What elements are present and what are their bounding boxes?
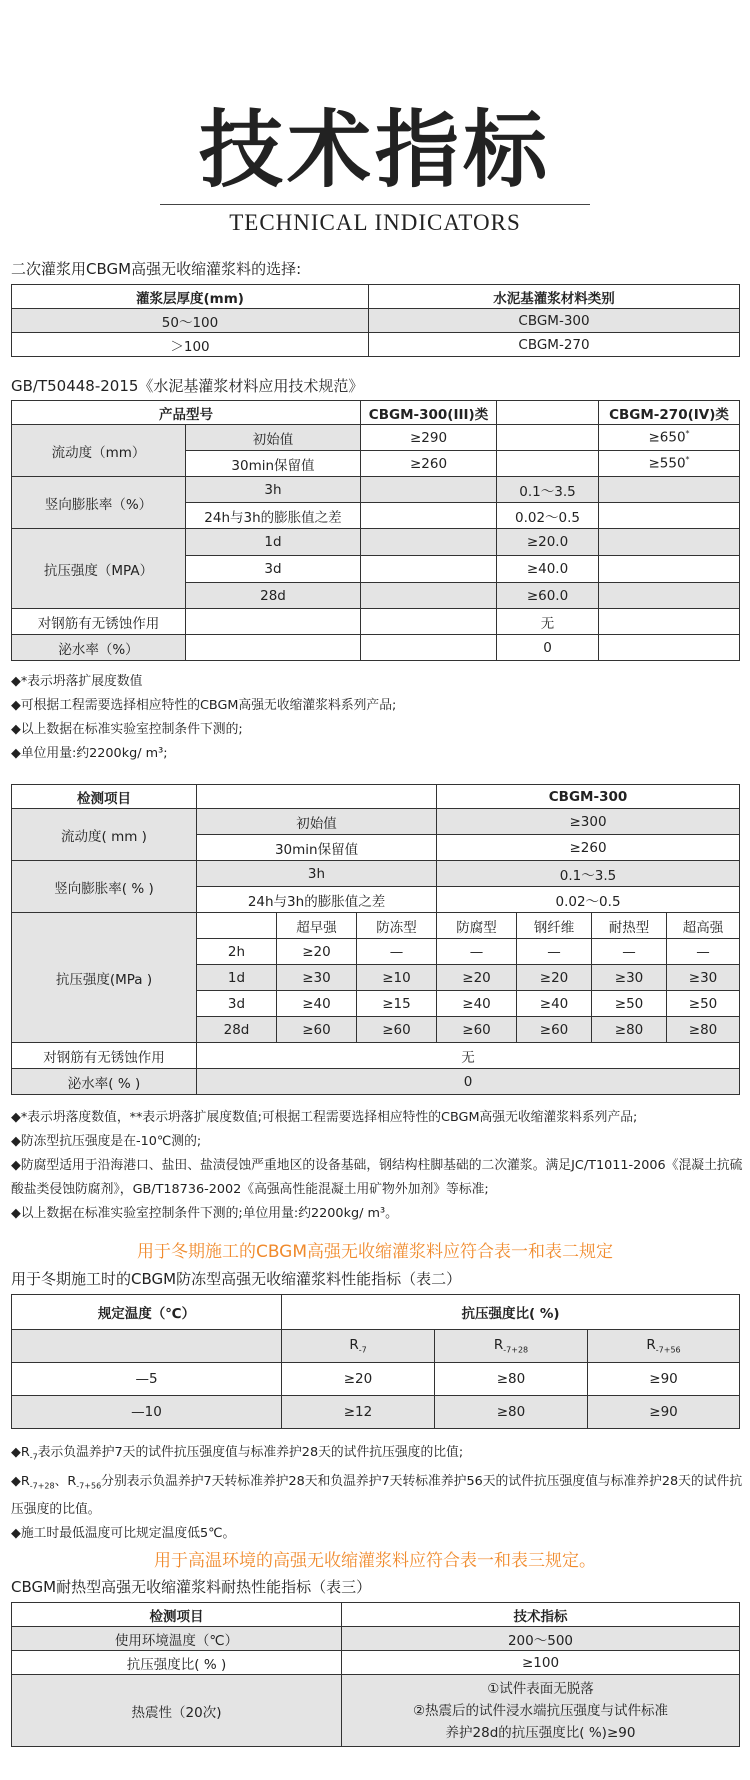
table-cell: ≥80 [667,1017,740,1043]
footnote-mark: * [685,455,690,465]
header-cell: 技术指标 [342,1603,740,1627]
table-row [12,1069,740,1095]
table-cell: ≥50 [667,991,740,1017]
type-header: 防腐型 [437,913,517,939]
table-cell: ≥40 [277,991,357,1017]
table-cell: ≥10 [357,965,437,991]
table-cell [342,1675,740,1747]
table-cell: ≥260 [361,451,497,477]
spec-line: ①试件表面无脱落 [487,1680,594,1697]
table-row [12,1043,740,1069]
table-cell: 28d [197,1017,277,1043]
row-label: 抗压强度（MPA） [12,529,186,609]
table-cell [361,635,497,661]
row-label: 对钢筋有无锈蚀作用 [12,1043,197,1069]
note-text: 分别表示负温养护7天转标准养护28天和负温养护7天转标准养护56天的试件抗压强度值与标准养护28天的试件抗压强度的比值。 [11,1473,743,1518]
standard-table [11,400,740,661]
section3-notes [11,1106,743,1226]
row-label: 泌水率（%） [12,635,186,661]
table-row [12,529,740,556]
table-cell [197,785,437,809]
winter-heading: 用于冬期施工的CBGM高强无收缩灌浆料应符合表一和表二规定 [136,1242,614,1262]
table-cell: 抗压强度比( % ) [12,1651,342,1675]
table-cell: ≥20 [437,965,517,991]
type-header: 超高强 [667,913,740,939]
table-cell: ≥60 [277,1017,357,1043]
note-line: ◆以上数据在标准实验室控制条件下测的; [11,722,243,737]
r-subscript: -7+28 [503,1345,529,1355]
table-cell: ≥40.0 [497,556,599,583]
table-cell: 50～100 [12,309,369,333]
table-cell [599,556,740,583]
table-cell: ≥12 [282,1396,435,1429]
header-cell: CBGM-300(III)类 [361,401,497,425]
table-row [12,913,740,939]
header-cell: 水泥基灌浆材料类别 [369,285,740,309]
table-cell: ≥90 [588,1396,740,1429]
table-row [12,609,740,635]
table-cell [497,401,599,425]
winter-table [11,1294,740,1429]
table-cell: 1d [197,965,277,991]
section4-caption: 用于冬期施工时的CBGM防冻型高强无收缩灌浆料性能指标（表二） [11,1270,462,1288]
table-cell [599,583,740,609]
table-cell: — [357,939,437,965]
table-cell: 24h与3h的膨胀值之差 [197,887,437,913]
header-cell: CBGM-300 [437,785,740,809]
table-cell: 使用环境温度（℃） [12,1627,342,1651]
table-cell [361,503,497,529]
table-cell [497,451,599,477]
table-cell: 初始值 [186,425,361,451]
note-line [11,1441,743,1470]
table-cell: ≥30 [667,965,740,991]
table-row [12,1396,740,1429]
type-header: 耐热型 [592,913,667,939]
table-cell: CBGM-270 [369,333,740,357]
header-cell: 规定温度（℃） [12,1295,282,1330]
section5-caption: CBGM耐热型高强无收缩灌浆料耐热性能指标（表三） [11,1578,372,1596]
type-header: 超早强 [277,913,357,939]
table-cell [361,609,497,635]
table-cell: ≥20.0 [497,529,599,556]
table-row [12,285,740,309]
table-row [12,635,740,661]
table-cell [599,451,740,477]
table-cell: 1d [186,529,361,556]
note-line: ◆可根据工程需要选择相应特性的CBGM高强无收缩灌浆料系列产品; [11,698,397,713]
heat-heading: 用于高温环境的高强无收缩灌浆料应符合表一和表三规定。 [154,1551,596,1571]
section4-notes [11,1441,743,1546]
table-cell: 无 [497,609,599,635]
table-cell: 无 [197,1043,740,1069]
table-cell: 0.02～0.5 [497,503,599,529]
table-cell [599,425,740,451]
table-cell: 初始值 [197,809,437,835]
table-cell: 0 [197,1069,740,1095]
page-title: 技术指标 [198,101,551,199]
table-cell: 热震性（20次) [12,1675,342,1747]
table-cell: —5 [12,1363,282,1396]
r-symbol: R [646,1337,656,1354]
table-cell: 2h [197,939,277,965]
r-symbol: R [493,1337,504,1354]
note-text: 、R [54,1473,77,1489]
table-cell [197,913,277,939]
footnote-mark: * [685,429,690,439]
section2-caption: GB/T50448-2015《水泥基灌浆材料应用技术规范》 [11,377,364,395]
table-cell: ≥60.0 [497,583,599,609]
table-cell: 0.1～3.5 [497,477,599,503]
row-label: 竖向膨胀率( % ) [12,861,197,913]
table-row [12,1627,740,1651]
table-cell [361,477,497,503]
note-text: 表示负温养护7天的试件抗压强度值与标准养护28天的试件抗压强度的比值; [37,1445,464,1460]
table-cell: ≥30 [277,965,357,991]
table-cell: ≥40 [517,991,592,1017]
note-line: ◆以上数据在标准实验室控制条件下测的;单位用量:约2200kg/ m³。 [11,1206,398,1221]
table-cell [361,529,497,556]
table-cell [186,635,361,661]
row-label: 流动度( mm ) [12,809,197,861]
table-cell: 200～500 [342,1627,740,1651]
table-row [12,425,740,451]
table-cell: 3h [186,477,361,503]
table-cell: — [517,939,592,965]
table-cell [12,1330,282,1363]
note-line: ◆*表示坍落扩展度数值 [11,674,143,689]
table-cell: 28d [186,583,361,609]
row-label: 泌水率( % ) [12,1069,197,1095]
table-row [12,861,740,887]
table-cell: ≥60 [437,1017,517,1043]
table-cell [497,425,599,451]
table-cell [588,1330,740,1363]
note-text: ◆R [11,1473,30,1489]
table-cell: ≥20 [282,1363,435,1396]
spec-line: ②热震后的试件浸水端抗压强度与试件标准 [412,1702,669,1719]
table-cell: ≥20 [277,939,357,965]
table-cell: 30min保留值 [197,835,437,861]
table-cell [435,1330,588,1363]
table-row [12,309,740,333]
table-cell: 3h [197,861,437,887]
table-cell: 0.1～3.5 [437,861,740,887]
table-cell: 0 [497,635,599,661]
table-cell [599,609,740,635]
table-cell: 24h与3h的膨胀值之差 [186,503,361,529]
header-cell: 灌浆层厚度(mm) [12,285,369,309]
table-row [12,1363,740,1396]
table-cell: ＞100 [12,333,369,357]
table-cell: ≥30 [592,965,667,991]
note-line: ◆防冻型抗压强度是在-10℃测的; [11,1134,202,1149]
product-table [11,784,740,1095]
title-divider [160,204,590,205]
row-label: 竖向膨胀率（%） [12,477,186,529]
table-cell: ≥80 [435,1363,588,1396]
table-cell [599,635,740,661]
table-cell: 3d [197,991,277,1017]
table-cell: ≥60 [517,1017,592,1043]
table-cell [361,583,497,609]
note-line [11,1470,743,1523]
r-symbol: R [349,1337,359,1354]
page-subtitle: TECHNICAL INDICATORS [229,210,521,235]
row-label: 对钢筋有无锈蚀作用 [12,609,186,635]
row-label: 抗压强度(MPa ) [12,913,197,1043]
note-line: ◆单位用量:约2200kg/ m³; [11,746,168,761]
table-cell [282,1330,435,1363]
header-cell: 检测项目 [12,785,197,809]
table-cell: 0.02～0.5 [437,887,740,913]
table-cell: ≥20 [517,965,592,991]
table-cell: ≥90 [588,1363,740,1396]
table-cell [599,477,740,503]
table-cell: ≥290 [361,425,497,451]
note-line: ◆防腐型适用于沿海港口、盐田、盐渍侵蚀严重地区的设备基础，钢结构柱脚基础的二次灌浆。满足JC/T1011-2006《混凝土抗硫酸盐类侵蚀防腐剂》，GB/T18736-2002《高强高性能混凝土用矿物外加剂》等标准; [11,1158,743,1197]
table-row [12,1651,740,1675]
table-cell: ≥15 [357,991,437,1017]
table-cell [599,529,740,556]
table-row [12,785,740,809]
table-cell: ≥80 [435,1396,588,1429]
table-cell: 30min保留值 [186,451,361,477]
type-header: 防冻型 [357,913,437,939]
note-subscript: -7+28 [29,1481,55,1491]
table-cell: — [667,939,740,965]
section1-caption: 二次灌浆用CBGM高强无收缩灌浆料的选择: [11,260,302,278]
table-cell: — [437,939,517,965]
table-cell: ≥40 [437,991,517,1017]
header-cell: 产品型号 [12,401,361,425]
note-subscript: -7 [29,1452,38,1462]
table-cell: ≥260 [437,835,740,861]
table-row [12,1603,740,1627]
table-cell: 3d [186,556,361,583]
r-subscript: -7+56 [655,1345,681,1355]
table-cell: ≥50 [592,991,667,1017]
table-row [12,1330,740,1363]
type-header: 钢纤维 [517,913,592,939]
header-cell: CBGM-270(IV)类 [599,401,740,425]
table-row [12,1675,740,1747]
table-row [12,477,740,503]
table-cell [361,556,497,583]
table-cell: —10 [12,1396,282,1429]
table-row [12,333,740,357]
row-label: 流动度（mm） [12,425,186,477]
heat-table [11,1602,740,1747]
table-cell: — [592,939,667,965]
value-text: ≥650 [648,429,686,446]
table-cell: ≥100 [342,1651,740,1675]
table-row [12,1295,740,1330]
spec-line: 养护28d的抗压强度比( %)≥90 [445,1724,636,1741]
table-row [12,809,740,835]
header-cell: 检测项目 [12,1603,342,1627]
table-cell [599,503,740,529]
value-text: ≥550 [648,455,686,472]
table-cell [186,609,361,635]
r-subscript: -7 [358,1345,367,1355]
note-line: ◆施工时最低温度可比规定温度低5℃。 [11,1526,236,1542]
table-cell: ≥60 [357,1017,437,1043]
header-cell: 抗压强度比( %) [282,1295,740,1330]
note-subscript: -7+56 [76,1481,102,1491]
table-cell: ≥300 [437,809,740,835]
section2-notes [11,670,743,766]
table-cell: CBGM-300 [369,309,740,333]
selection-table [11,284,740,357]
table-row [12,401,740,425]
note-text: ◆R [11,1445,30,1460]
table-cell: ≥80 [592,1017,667,1043]
note-line: ◆*表示坍落度数值，**表示坍落扩展度数值;可根据工程需要选择相应特性的CBGM高强无收缩灌浆料系列产品; [11,1110,638,1125]
